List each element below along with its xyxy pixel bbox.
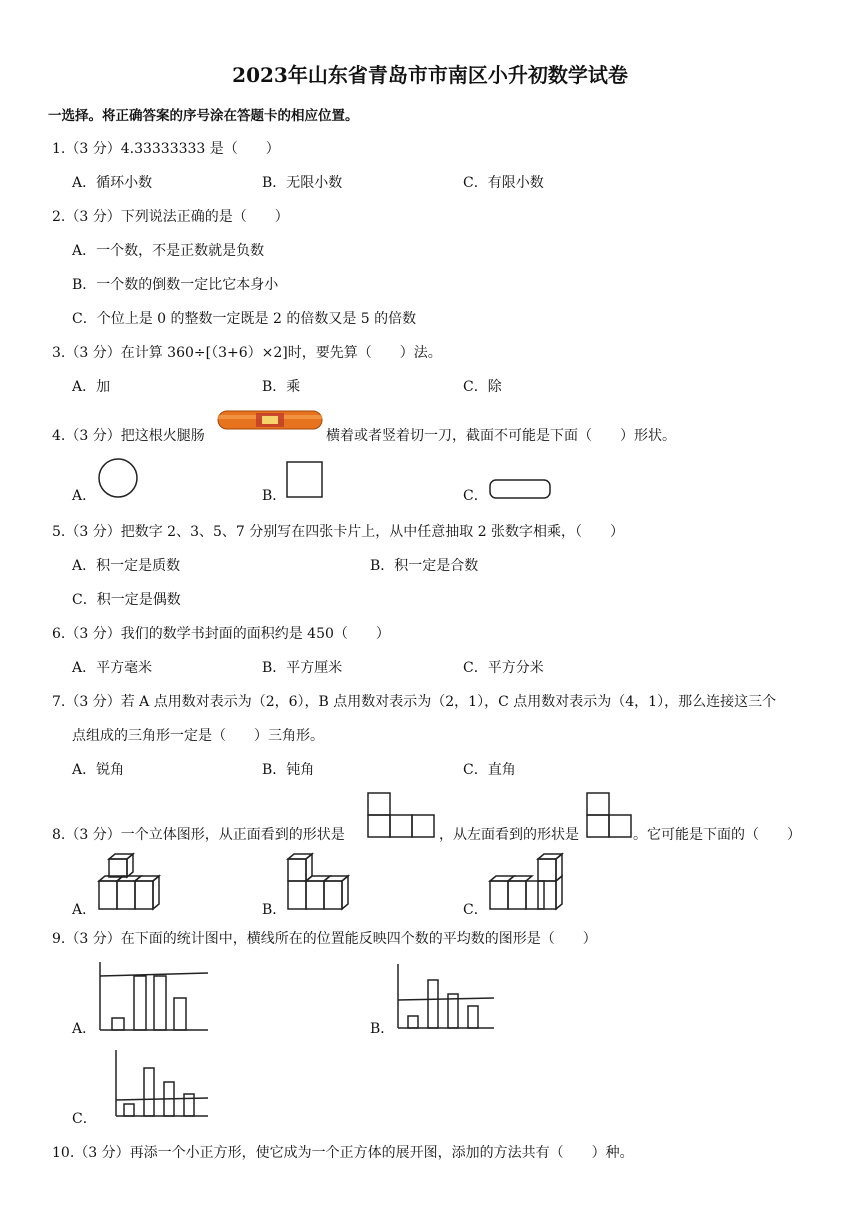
q5-option-b: B．积一定是合数 — [370, 558, 479, 574]
q5-option-c: C．积一定是偶数 — [72, 592, 181, 608]
page-title: 2023年山东省青岛市市南区小升初数学试卷 — [232, 63, 628, 87]
q8-option-c-cubes-icon — [488, 853, 568, 913]
q8-option-b-cubes-icon — [286, 853, 358, 913]
sausage-image — [216, 407, 324, 433]
left-view-icon — [586, 792, 636, 840]
question-9-stem: 9.（3 分）在下面的统计图中，横线所在的位置能反映四个数的平均数的图形是（ ） — [52, 931, 597, 947]
question-2-stem: 2.（3 分）下列说法正确的是（ ） — [52, 209, 289, 225]
q9-option-c-bar-chart-icon — [112, 1048, 214, 1120]
q4-option-b: B． — [262, 488, 287, 504]
q2-option-b: B．一个数的倒数一定比它本身小 — [72, 277, 279, 293]
question-10-stem: 10.（3 分）再添一个小正方形，使它成为一个正方体的展开图，添加的方法共有（ ）种。 — [52, 1145, 634, 1161]
q1-option-c: C．有限小数 — [463, 175, 544, 191]
circle-shape-icon — [98, 459, 140, 501]
question-5-stem: 5.（3 分）把数字 2、3、5、7 分别写在四张卡片上，从中任意抽取 2 张数字相乘，（ ） — [52, 524, 625, 540]
q8-option-a: A． — [72, 902, 97, 918]
front-view-icon — [367, 792, 437, 840]
q7-option-a: A．锐角 — [72, 762, 125, 778]
q9-option-a: A． — [72, 1021, 97, 1037]
q6-option-c: C．平方分米 — [463, 660, 544, 676]
question-4-stem-end: 横着或者竖着切一刀，截面不可能是下面（ ）形状。 — [326, 428, 676, 444]
question-7-stem-line1: 7.（3 分）若 A 点用数对表示为（2，6），B 点用数对表示为（2，1），C 点用数对表示为（4，1），那么连接这三个 — [52, 694, 777, 710]
square-shape-icon — [286, 461, 326, 501]
question-3-stem: 3.（3 分）在计算 360÷[（3+6）×2]时，要先算（ ）法。 — [52, 345, 442, 361]
q7-option-c: C．直角 — [463, 762, 516, 778]
question-4-stem-start: 4.（3 分）把这根火腿肠 — [52, 428, 205, 444]
question-7-stem-line2: 点组成的三角形一定是（ ）三角形。 — [72, 728, 324, 744]
question-8-stem-middle: ，从左面看到的形状是 — [439, 827, 579, 843]
q3-option-a: A．加 — [72, 379, 111, 395]
q4-option-c: C． — [463, 488, 488, 504]
q4-option-a: A． — [72, 488, 97, 504]
q8-option-a-cubes-icon — [97, 853, 169, 913]
question-1-stem: 1.（3 分）4.33333333 是（ ） — [52, 141, 280, 157]
q8-option-c: C． — [463, 902, 488, 918]
q9-option-a-bar-chart-icon — [96, 960, 214, 1034]
q2-option-c: C．个位上是 0 的整数一定既是 2 的倍数又是 5 的倍数 — [72, 311, 417, 327]
q3-option-b: B．乘 — [262, 379, 301, 395]
question-8-stem-start: 8.（3 分）一个立体图形，从正面看到的形状是 — [52, 827, 345, 843]
q5-option-a: A．积一定是质数 — [72, 558, 181, 574]
q6-option-b: B．平方厘米 — [262, 660, 343, 676]
q9-option-b-bar-chart-icon — [394, 962, 500, 1032]
rounded-rectangle-shape-icon — [489, 479, 553, 501]
section-heading: 一选择。将正确答案的序号涂在答题卡的相应位置。 — [48, 108, 359, 124]
q1-option-b: B．无限小数 — [262, 175, 343, 191]
q8-option-b: B． — [262, 902, 287, 918]
q1-option-a: A．循环小数 — [72, 175, 153, 191]
q6-option-a: A．平方毫米 — [72, 660, 153, 676]
q9-option-b: B． — [370, 1021, 395, 1037]
q7-option-b: B．钝角 — [262, 762, 315, 778]
question-6-stem: 6.（3 分）我们的数学书封面的面积约是 450（ ） — [52, 626, 390, 642]
q2-option-a: A．一个数，不是正数就是负数 — [72, 243, 265, 259]
q9-option-c: C． — [72, 1111, 97, 1127]
question-8-stem-end: 。它可能是下面的（ ） — [633, 827, 801, 843]
q3-option-c: C．除 — [463, 379, 502, 395]
